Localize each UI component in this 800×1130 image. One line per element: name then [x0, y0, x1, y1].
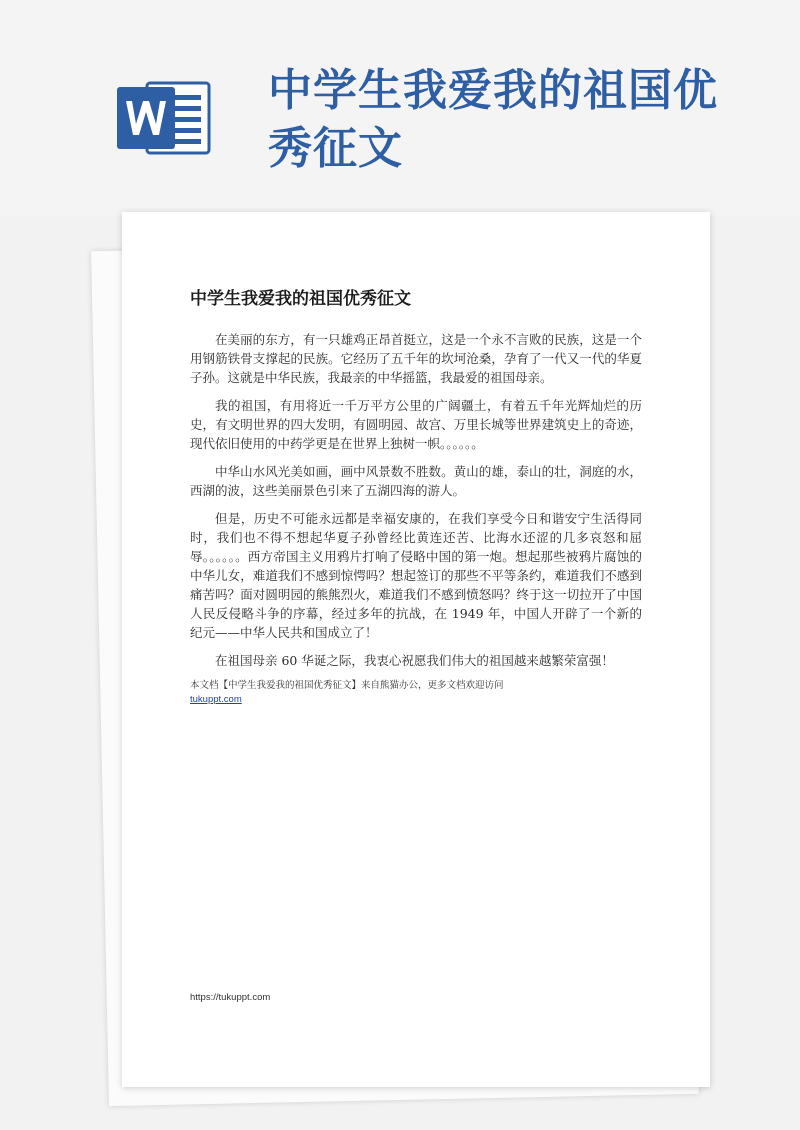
document-title: 中学生我爱我的祖国优秀征文 — [190, 289, 411, 309]
bottom-url: https://tukuppt.com — [190, 992, 271, 1003]
source-link[interactable]: tukuppt.com — [190, 694, 242, 705]
document-body — [190, 330, 642, 706]
paragraph: 中华山水风光美如画，画中风景数不胜数。黄山的雄，泰山的壮，洞庭的水，西湖的波，这些美丽景色引来了五湖四海的游人。 — [190, 464, 642, 498]
paragraph: 在祖国母亲 60 华诞之际，我衷心祝愿我们伟大的祖国越来越繁荣富强！ — [215, 653, 614, 668]
document-page — [122, 212, 710, 1087]
word-icon — [117, 79, 213, 157]
paragraph: 但是，历史不可能永远都是幸福安康的，在我们享受今日和谐安宁生活得同时，我们也不得不想起华夏子孙曾经比黄连还苦、比海水还涩的几多哀怒和屈辱。。。。。。西方帝国主义用鸦片打响了侵略中国的第一炮。想起那些被鸦片腐蚀的中华儿女，难道我们不感到惊愕吗？想起签订的那些不平等条约，难道我们不感到痛苦吗？面对圆明园的熊熊烈火，难道我们不感到愤怒吗？终于这一切拉开了中国人民反侵略斗争的序幕，经过多年的抗战，在 1949 年，中国人开辟了一个新的纪元——中华人民共和国成立了！ — [190, 511, 642, 640]
paragraph: 在美丽的东方，有一只雄鸡正昂首挺立，这是一个永不言败的民族，这是一个用钢筋铁骨支撑起的民族。它经历了五千年的坎坷沧桑，孕育了一代又一代的华夏子孙。这就是中华民族，我最亲的中华摇篮，我最爱的祖国母亲。 — [190, 332, 642, 385]
paragraph: 我的祖国，有用将近一千万平方公里的广阔疆土，有着五千年光辉灿烂的历史，有文明世界的四大发明，有圆明园、故宫、万里长城等世界建筑史上的奇迹，现代依旧使用的中药学更是在世界上独树一帜。。。。。。 — [190, 398, 642, 451]
source-note: 本文档【中学生我爱我的祖国优秀征文】来自熊猫办公，更多文档欢迎访问 — [190, 680, 504, 691]
page-title: 中学生我爱我的祖国优秀征文 — [268, 65, 718, 174]
